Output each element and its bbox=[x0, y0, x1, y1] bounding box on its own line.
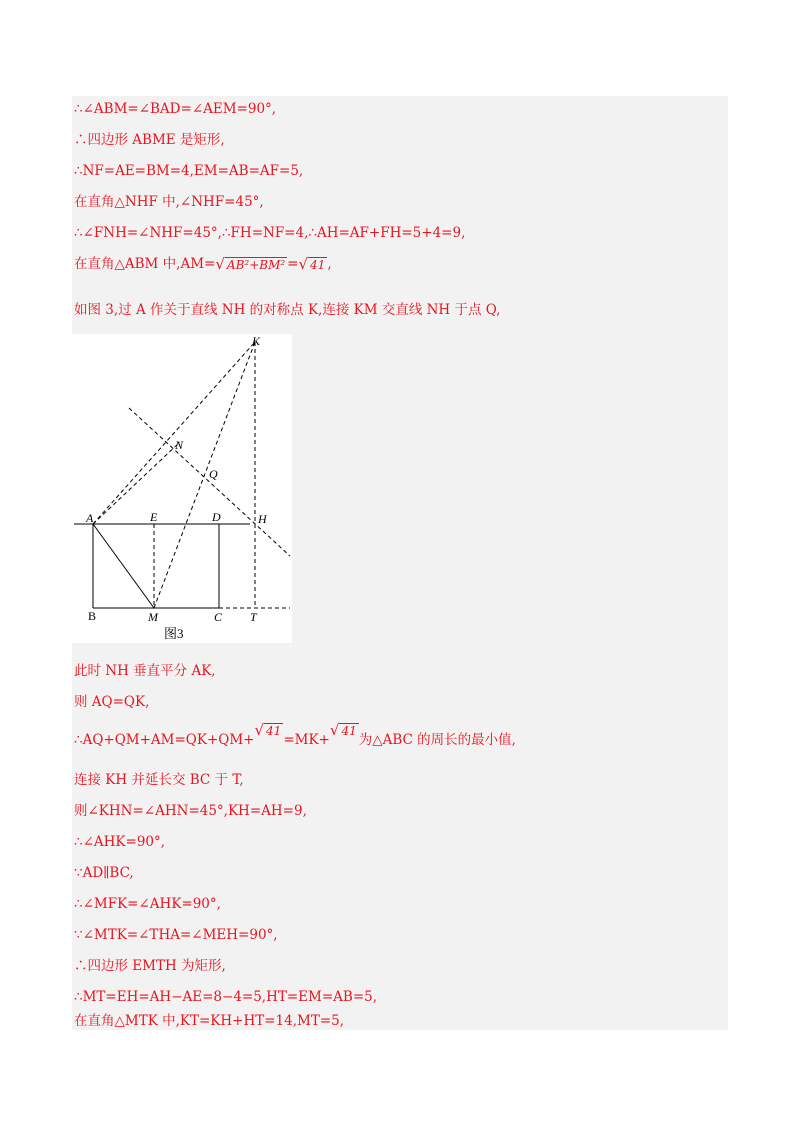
segment-AM bbox=[93, 524, 154, 608]
am-equals: = bbox=[287, 256, 299, 272]
line-14: ∵AD∥BC, bbox=[74, 865, 134, 881]
segment-AK bbox=[93, 342, 255, 524]
label-E: E bbox=[150, 510, 158, 524]
segment-AN bbox=[93, 442, 180, 524]
perimeter-middle: =MK+ bbox=[283, 732, 330, 748]
label-T: T bbox=[250, 610, 257, 624]
line-15: ∴∠MFK=∠AHK=90°, bbox=[74, 896, 221, 912]
sqrt-41-b-radicand: 41 bbox=[266, 724, 282, 738]
line-8: 此时 NH 垂直平分 AK, bbox=[74, 663, 216, 679]
perimeter-tail: 为△ABC 的周长的最小值, bbox=[358, 732, 516, 748]
line-10 bbox=[74, 721, 516, 750]
line-10-text: ∴AQ+QM+AM=QK+QM+ bbox=[74, 732, 255, 748]
label-Q: Q bbox=[209, 467, 218, 481]
label-A: A bbox=[86, 511, 94, 525]
line-19: 在直角△MTK 中,KT=KH+HT=14,MT=5, bbox=[74, 1013, 345, 1029]
line-5: ∴∠FNH=∠NHF=45°,∴FH=NF=4,∴AH=AF+FH=5+4=9, bbox=[74, 225, 466, 241]
line-6-text: 在直角△ABM 中,AM= bbox=[74, 256, 216, 272]
sqrt-41-a: √ 41 bbox=[298, 255, 326, 273]
line-16: ∵∠MTK=∠THA=∠MEH=90°, bbox=[74, 927, 278, 943]
line-4: 在直角△NHF 中,∠NHF=45°, bbox=[74, 194, 264, 210]
line-6 bbox=[74, 255, 332, 274]
line-18: ∴MT=EH=AH−AE=8−4=5,HT=EM=AB=5, bbox=[74, 989, 378, 1005]
sqrt-41-b: √ 41 bbox=[254, 721, 282, 739]
sqrt-ab-bm: √ AB²+BM² bbox=[215, 255, 286, 273]
line-2: ∴四边形 ABME 是矩形, bbox=[74, 132, 225, 148]
label-M: M bbox=[148, 610, 158, 624]
label-B: B bbox=[88, 609, 97, 623]
line-1: ∴∠ABM=∠BAD=∠AEM=90°, bbox=[74, 101, 277, 117]
sqrt-ab-bm-radicand: AB²+BM² bbox=[226, 258, 286, 272]
label-K: K bbox=[252, 334, 261, 348]
label-N: N bbox=[175, 438, 184, 452]
line-12: 则∠KHN=∠AHN=45°,KH=AH=9, bbox=[74, 803, 307, 819]
label-D: D bbox=[212, 510, 221, 524]
sqrt-41-c: √ 41 bbox=[329, 721, 357, 739]
am-tail: , bbox=[327, 256, 332, 272]
sqrt-41-c-radicand: 41 bbox=[341, 724, 357, 738]
line-NH bbox=[129, 408, 290, 556]
label-H: H bbox=[258, 512, 267, 526]
sqrt-41-a-radicand: 41 bbox=[310, 258, 326, 272]
figure-caption: 图3 bbox=[164, 626, 184, 641]
geometry-figure bbox=[72, 334, 292, 643]
line-9: 则 AQ=QK, bbox=[74, 694, 150, 710]
line-7: 如图 3,过 A 作关于直线 NH 的对称点 K,连接 KM 交直线 NH 于点 Q, bbox=[74, 302, 501, 318]
line-11: 连接 KH 并延长交 BC 于 T, bbox=[74, 772, 244, 788]
line-3: ∴NF=AE=BM=4,EM=AB=AF=5, bbox=[74, 163, 304, 179]
line-13: ∴∠AHK=90°, bbox=[74, 834, 166, 850]
line-17: ∴四边形 EMTH 为矩形, bbox=[74, 958, 226, 974]
segment-MK bbox=[154, 342, 255, 608]
label-C: C bbox=[214, 610, 223, 624]
figure-svg bbox=[72, 334, 292, 643]
